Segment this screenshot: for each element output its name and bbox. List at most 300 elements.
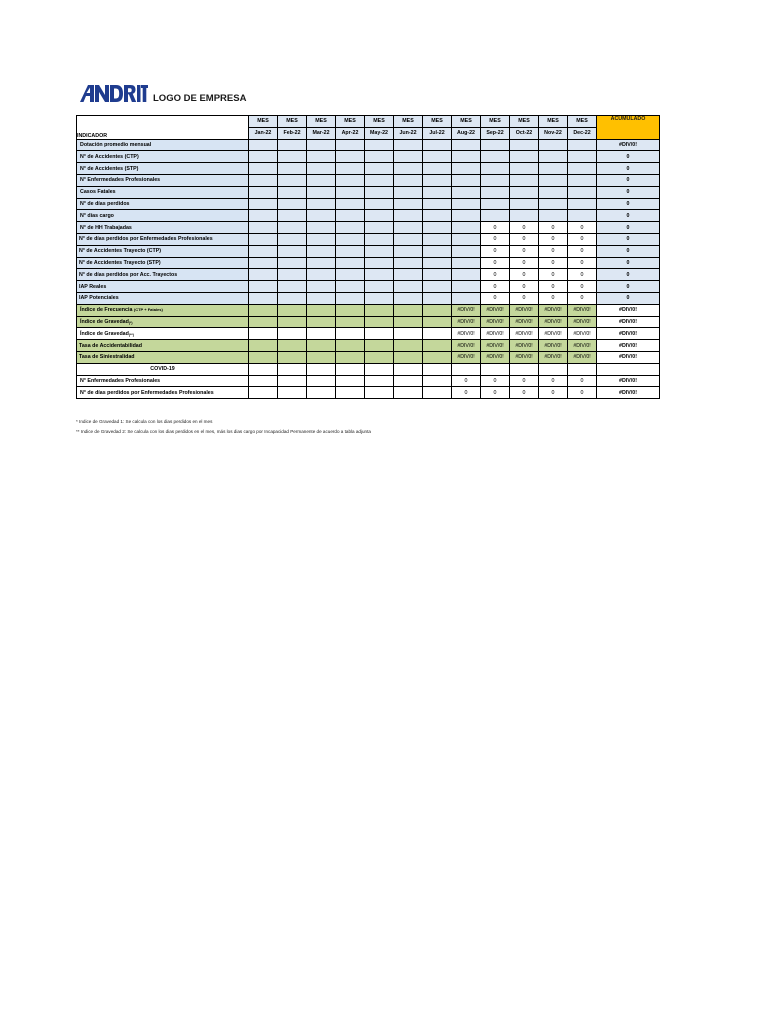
value-cell [539, 210, 568, 222]
rate-value-cell [423, 340, 452, 352]
value-cell [278, 198, 307, 210]
value-cell [278, 269, 307, 281]
table-row [77, 151, 660, 163]
value-cell [423, 186, 452, 198]
rate-value-cell: #DIV/0! [539, 304, 568, 316]
mes-label: MES [568, 116, 597, 128]
value-cell [365, 281, 394, 293]
value-cell [249, 163, 278, 175]
rate-value-cell [423, 304, 452, 316]
value-cell [249, 139, 278, 151]
accumulated-cell: 0 [597, 257, 660, 269]
rate-value-cell [249, 340, 278, 352]
value-cell [249, 233, 278, 245]
rate-value-cell [365, 316, 394, 328]
value-cell [423, 151, 452, 163]
rate-label [77, 351, 249, 363]
rate-label-text: Tasa de Siniestralidad [79, 354, 135, 361]
rate-label [77, 328, 249, 340]
mes-label: MES [452, 116, 481, 128]
value-cell [249, 174, 278, 186]
value-cell [336, 269, 365, 281]
empty-cell [452, 363, 481, 375]
header-row-mes [77, 116, 660, 128]
value-cell [249, 210, 278, 222]
table-row [77, 198, 660, 210]
value-cell [307, 257, 336, 269]
value-cell [539, 139, 568, 151]
andritz-logo [80, 84, 148, 104]
row-label: N° Enfermedades Profesionales [77, 174, 249, 186]
value-cell [365, 198, 394, 210]
value-cell [394, 174, 423, 186]
rate-value-cell: #DIV/0! [510, 328, 539, 340]
month-header: Jul-22 [423, 127, 452, 139]
accumulated-cell: 0 [597, 233, 660, 245]
value-cell: 0 [510, 269, 539, 281]
value-cell [307, 210, 336, 222]
row-label: N° de Accidentes Trayecto (CTP) [77, 245, 249, 257]
month-header: Aug-22 [452, 127, 481, 139]
month-header: May-22 [365, 127, 394, 139]
value-cell [278, 281, 307, 293]
empty-cell [539, 363, 568, 375]
covid-accumulated-cell: #DIV/0! [597, 387, 660, 399]
empty-cell [307, 363, 336, 375]
rate-value-cell [365, 328, 394, 340]
value-cell: 0 [510, 257, 539, 269]
table-row [77, 139, 660, 151]
value-cell: 0 [481, 292, 510, 304]
value-cell: 0 [510, 281, 539, 293]
value-cell [307, 292, 336, 304]
value-cell [278, 163, 307, 175]
row-label: N° días cargo [77, 210, 249, 222]
value-cell [423, 163, 452, 175]
rate-value-cell: #DIV/0! [568, 316, 597, 328]
month-header: Dec-22 [568, 127, 597, 139]
covid-value-cell [423, 375, 452, 387]
accumulated-cell: 0 [597, 292, 660, 304]
rate-value-cell: #DIV/0! [539, 316, 568, 328]
month-header: Feb-22 [278, 127, 307, 139]
rate-value-cell [278, 304, 307, 316]
value-cell: 0 [510, 222, 539, 234]
rate-value-cell [336, 316, 365, 328]
covid-value-cell [278, 387, 307, 399]
rate-value-cell [336, 304, 365, 316]
rate-value-cell [278, 316, 307, 328]
value-cell [365, 151, 394, 163]
rate-value-cell [423, 316, 452, 328]
rate-value-cell: #DIV/0! [452, 316, 481, 328]
value-cell [510, 186, 539, 198]
value-cell [394, 210, 423, 222]
rate-value-cell: #DIV/0! [510, 340, 539, 352]
mes-label: MES [365, 116, 394, 128]
covid-value-cell [423, 387, 452, 399]
mes-label: MES [249, 116, 278, 128]
footnote-1: * Indice de Gravedad 1: Se calcula con los dias perdidos en el mes [76, 419, 213, 424]
value-cell [336, 139, 365, 151]
mes-label: MES [423, 116, 452, 128]
accumulated-cell: 0 [597, 269, 660, 281]
value-cell [249, 186, 278, 198]
value-cell: 0 [539, 245, 568, 257]
value-cell [510, 174, 539, 186]
rate-value-cell [365, 351, 394, 363]
row-label: N° de días perdidos [77, 198, 249, 210]
value-cell: 0 [539, 233, 568, 245]
rate-accumulated-cell: #DIV/0! [597, 328, 660, 340]
rate-value-cell [307, 340, 336, 352]
value-cell [394, 233, 423, 245]
empty-cell [249, 363, 278, 375]
value-cell [568, 186, 597, 198]
rate-value-cell: #DIV/0! [539, 328, 568, 340]
table-row [77, 281, 660, 293]
value-cell [394, 163, 423, 175]
table-row [77, 222, 660, 234]
value-cell [307, 198, 336, 210]
value-cell: 0 [510, 245, 539, 257]
accumulated-header: ACUMULADO [597, 116, 660, 140]
rate-label [77, 304, 249, 316]
covid-value-cell: 0 [452, 375, 481, 387]
table-row [77, 269, 660, 281]
accumulated-cell: 0 [597, 198, 660, 210]
covid-value-cell: 0 [452, 387, 481, 399]
value-cell [278, 186, 307, 198]
covid-value-cell: 0 [481, 375, 510, 387]
rate-value-cell: #DIV/0! [539, 351, 568, 363]
table-row [77, 163, 660, 175]
rate-value-cell [249, 328, 278, 340]
value-cell [452, 139, 481, 151]
value-cell [539, 186, 568, 198]
row-label: N° de Accidentes (STP) [77, 163, 249, 175]
accumulated-cell: 0 [597, 163, 660, 175]
value-cell [568, 174, 597, 186]
value-cell [452, 233, 481, 245]
value-cell [423, 281, 452, 293]
value-cell [452, 281, 481, 293]
value-cell [394, 198, 423, 210]
rate-label-text: Índice de Gravedad [80, 318, 129, 325]
value-cell [336, 210, 365, 222]
accumulated-cell: 0 [597, 186, 660, 198]
value-cell [307, 269, 336, 281]
rate-value-cell [423, 351, 452, 363]
rate-value-cell [249, 304, 278, 316]
value-cell: 0 [510, 292, 539, 304]
value-cell [365, 269, 394, 281]
row-label: Casos Fatales [77, 186, 249, 198]
value-cell [394, 245, 423, 257]
value-cell [394, 292, 423, 304]
value-cell [452, 174, 481, 186]
rate-value-cell [249, 351, 278, 363]
value-cell: 0 [568, 245, 597, 257]
company-logo-placeholder: LOGO DE EMPRESA [153, 93, 247, 104]
value-cell [336, 198, 365, 210]
covid-value-cell: 0 [568, 387, 597, 399]
rate-label-note: (CTP + Fatales) [133, 307, 163, 313]
rate-row [77, 316, 660, 328]
value-cell [481, 198, 510, 210]
covid-value-cell: 0 [568, 375, 597, 387]
value-cell [481, 163, 510, 175]
row-label: IAP Reales [77, 281, 249, 293]
rate-value-cell: #DIV/0! [568, 351, 597, 363]
rate-value-cell [365, 340, 394, 352]
accumulated-cell: #DIV/0! [597, 139, 660, 151]
rate-label [77, 340, 249, 352]
value-cell [278, 245, 307, 257]
value-cell [452, 186, 481, 198]
covid-value-cell: 0 [510, 387, 539, 399]
value-cell [452, 151, 481, 163]
rate-label-text: Índice de Gravedad [80, 330, 129, 337]
value-cell: 0 [568, 257, 597, 269]
rate-value-cell: #DIV/0! [481, 304, 510, 316]
empty-cell [278, 363, 307, 375]
value-cell [423, 222, 452, 234]
table-row [77, 245, 660, 257]
value-cell: 0 [481, 281, 510, 293]
covid-value-cell [336, 387, 365, 399]
value-cell [568, 151, 597, 163]
value-cell [452, 222, 481, 234]
empty-cell [597, 363, 660, 375]
header [80, 84, 380, 106]
rate-accumulated-cell: #DIV/0! [597, 351, 660, 363]
value-cell [423, 174, 452, 186]
value-cell [452, 198, 481, 210]
empty-cell [481, 363, 510, 375]
value-cell [307, 245, 336, 257]
value-cell [365, 139, 394, 151]
rate-value-cell [394, 316, 423, 328]
covid-value-cell: 0 [539, 387, 568, 399]
value-cell: 0 [539, 269, 568, 281]
rate-label [77, 316, 249, 328]
row-label: N° de días perdidos por Enfermedades Profesionales [77, 233, 249, 245]
empty-cell [510, 363, 539, 375]
rate-label-subscript: (*) [128, 320, 133, 325]
rate-label-subscript: (**) [128, 332, 134, 337]
covid-value-cell [394, 387, 423, 399]
rate-value-cell [307, 316, 336, 328]
value-cell [481, 174, 510, 186]
mes-label: MES [278, 116, 307, 128]
rate-value-cell [423, 328, 452, 340]
value-cell [307, 139, 336, 151]
value-cell [307, 163, 336, 175]
covid-value-cell [278, 375, 307, 387]
value-cell [394, 257, 423, 269]
value-cell [423, 292, 452, 304]
empty-cell [423, 363, 452, 375]
rate-label-text: Tasa de Accidentabilidad [79, 342, 142, 349]
empty-cell [394, 363, 423, 375]
value-cell: 0 [481, 257, 510, 269]
value-cell [568, 139, 597, 151]
rate-value-cell [394, 351, 423, 363]
value-cell: 0 [539, 257, 568, 269]
value-cell [336, 186, 365, 198]
rate-value-cell: #DIV/0! [481, 316, 510, 328]
rate-value-cell [336, 351, 365, 363]
rate-value-cell [307, 351, 336, 363]
value-cell [278, 139, 307, 151]
value-cell: 0 [481, 269, 510, 281]
month-header: Oct-22 [510, 127, 539, 139]
rate-value-cell: #DIV/0! [510, 304, 539, 316]
value-cell [249, 269, 278, 281]
value-cell [568, 163, 597, 175]
rate-value-cell: #DIV/0! [539, 340, 568, 352]
value-cell [249, 292, 278, 304]
value-cell [510, 210, 539, 222]
value-cell [481, 151, 510, 163]
empty-cell [365, 363, 394, 375]
value-cell [365, 163, 394, 175]
empty-cell [336, 363, 365, 375]
rate-value-cell [336, 340, 365, 352]
rate-value-cell: #DIV/0! [481, 328, 510, 340]
value-cell [423, 139, 452, 151]
value-cell [278, 151, 307, 163]
value-cell [365, 257, 394, 269]
value-cell [307, 186, 336, 198]
rate-row [77, 304, 660, 316]
value-cell [394, 222, 423, 234]
value-cell [539, 198, 568, 210]
rate-value-cell [249, 316, 278, 328]
rate-value-cell: #DIV/0! [510, 351, 539, 363]
accumulated-cell: 0 [597, 281, 660, 293]
value-cell [278, 257, 307, 269]
covid-value-cell [307, 375, 336, 387]
accumulated-cell: 0 [597, 210, 660, 222]
value-cell [336, 233, 365, 245]
covid-row-label: N° de días perdidos por Enfermedades Profesionales [77, 387, 249, 399]
table-row [77, 257, 660, 269]
value-cell [539, 151, 568, 163]
covid-title-row [77, 363, 660, 375]
rate-value-cell: #DIV/0! [481, 340, 510, 352]
month-header: Jan-22 [249, 127, 278, 139]
value-cell: 0 [568, 292, 597, 304]
month-header: Mar-22 [307, 127, 336, 139]
value-cell [423, 210, 452, 222]
covid-accumulated-cell: #DIV/0! [597, 375, 660, 387]
value-cell [394, 281, 423, 293]
rate-value-cell [278, 328, 307, 340]
value-cell [278, 233, 307, 245]
value-cell [365, 174, 394, 186]
value-cell [336, 222, 365, 234]
value-cell: 0 [539, 222, 568, 234]
covid-row-label: N° Enfermedades Profesionales [77, 375, 249, 387]
value-cell [365, 222, 394, 234]
value-cell [423, 269, 452, 281]
value-cell [568, 198, 597, 210]
value-cell [452, 269, 481, 281]
value-cell [278, 174, 307, 186]
value-cell: 0 [568, 222, 597, 234]
covid-row [77, 375, 660, 387]
row-label: N° de Accidentes Trayecto (STP) [77, 257, 249, 269]
covid-value-cell: 0 [481, 387, 510, 399]
mes-label: MES [336, 116, 365, 128]
value-cell [452, 210, 481, 222]
value-cell [336, 245, 365, 257]
value-cell [452, 245, 481, 257]
mes-label: MES [394, 116, 423, 128]
value-cell [249, 222, 278, 234]
accumulated-cell: 0 [597, 222, 660, 234]
rate-accumulated-cell: #DIV/0! [597, 304, 660, 316]
rate-row [77, 351, 660, 363]
rate-row [77, 340, 660, 352]
rate-label-text: Índice de Frecuencia [80, 307, 133, 314]
footnote-2: ** Indice de Gravedad 2: Se calcula con los dias perdidos en el mes, más los dias cargo por Incapacidad Permanente de acuerdo a tabla adjunta [76, 429, 371, 434]
covid-value-cell [365, 375, 394, 387]
rate-value-cell: #DIV/0! [481, 351, 510, 363]
rate-value-cell: #DIV/0! [452, 328, 481, 340]
month-header: Sep-22 [481, 127, 510, 139]
rate-accumulated-cell: #DIV/0! [597, 340, 660, 352]
value-cell: 0 [539, 281, 568, 293]
rate-accumulated-cell: #DIV/0! [597, 316, 660, 328]
value-cell [568, 210, 597, 222]
value-cell [365, 292, 394, 304]
month-header: Jun-22 [394, 127, 423, 139]
value-cell [510, 151, 539, 163]
value-cell [365, 233, 394, 245]
month-header: Apr-22 [336, 127, 365, 139]
value-cell [365, 186, 394, 198]
covid-row [77, 387, 660, 399]
value-cell: 0 [481, 233, 510, 245]
value-cell: 0 [568, 281, 597, 293]
value-cell [365, 245, 394, 257]
value-cell [336, 163, 365, 175]
covid-value-cell [249, 387, 278, 399]
rate-value-cell [394, 328, 423, 340]
table-row [77, 186, 660, 198]
value-cell [539, 163, 568, 175]
table-row [77, 292, 660, 304]
value-cell [336, 281, 365, 293]
value-cell [278, 210, 307, 222]
rate-value-cell: #DIV/0! [452, 304, 481, 316]
row-label: N° de Accidentes (CTP) [77, 151, 249, 163]
rate-value-cell: #DIV/0! [568, 340, 597, 352]
row-label: Dotación promedio mensual [77, 139, 249, 151]
covid-value-cell [336, 375, 365, 387]
value-cell [336, 151, 365, 163]
value-cell [510, 198, 539, 210]
value-cell [307, 281, 336, 293]
covid-value-cell: 0 [510, 375, 539, 387]
value-cell [249, 281, 278, 293]
value-cell [510, 163, 539, 175]
value-cell [394, 151, 423, 163]
value-cell [423, 233, 452, 245]
